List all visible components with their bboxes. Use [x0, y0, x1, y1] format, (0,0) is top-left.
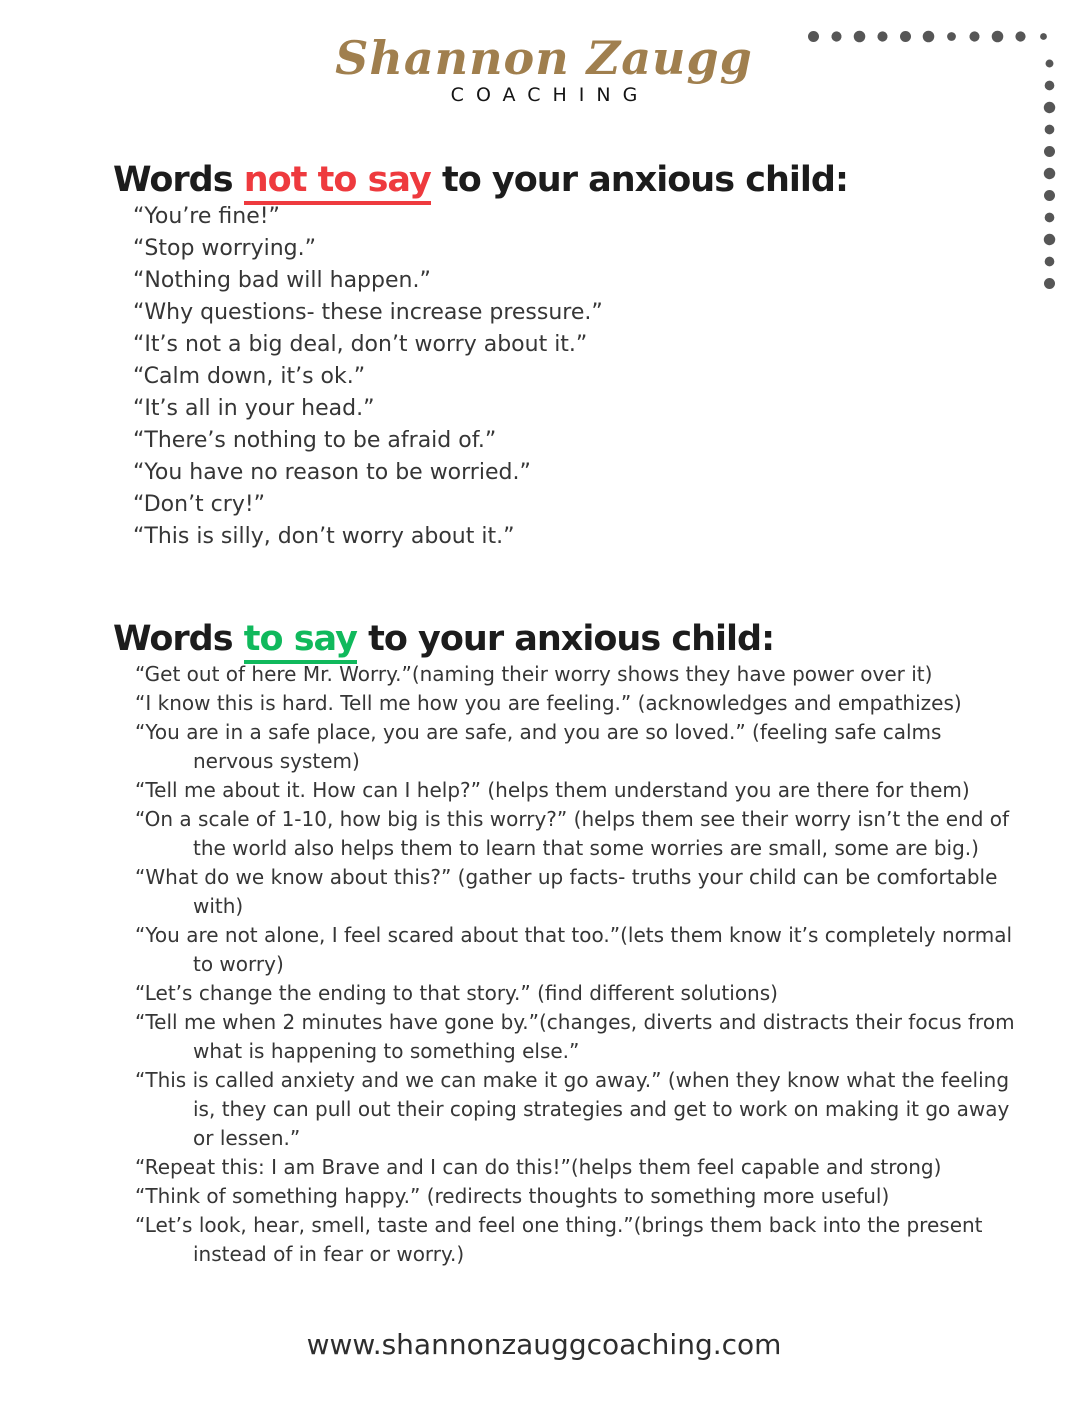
list-item: “I know this is hard. Tell me how you are feeling.” (acknowledges and empathizes)	[135, 691, 962, 715]
heading-prefix: Words	[113, 619, 244, 660]
list-item: “Get out of here Mr. Worry.”(naming their worry shows they have power over it)	[135, 662, 933, 686]
list-item: “What do we know about this?” (gather up facts- truths your child can be comfortable with)	[135, 865, 998, 918]
list-item: “Tell me when 2 minutes have gone by.”(changes, diverts and distracts their focus from what is happening to something else.”	[135, 1010, 1015, 1063]
list-item: “Think of something happy.” (redirects thoughts to something more useful)	[135, 1184, 890, 1208]
list-item: “You’re fine!”	[133, 204, 280, 229]
list-item: “You are not alone, I feel scared about that too.”(lets them know it’s completely normal to worry)	[135, 923, 1013, 976]
list-item: “There’s nothing to be afraid of.”	[133, 428, 497, 453]
heading-highlight-to-say: to say	[244, 619, 357, 664]
brand-subtitle: COACHING	[450, 84, 650, 107]
brand-logo	[0, 31, 1088, 107]
list-item: “Let’s look, hear, smell, taste and feel one thing.”(brings them back into the present instead of in fear or worry.)	[135, 1213, 983, 1266]
list-item: “On a scale of 1-10, how big is this worry?” (helps them see their worry isn’t the end of the world also helps them to learn that some worries are small, some are big.)	[135, 807, 1010, 860]
footer-url: www.shannonzauggcoaching.com	[306, 1328, 782, 1361]
list-item: “You have no reason to be worried.”	[133, 460, 531, 485]
brand-name: Shannon Zaugg	[335, 31, 753, 85]
list-item: “This is silly, don’t worry about it.”	[133, 524, 515, 549]
section-heading-to-say	[113, 619, 774, 659]
list-item: “Repeat this: I am Brave and I can do this!”(helps them feel capable and strong)	[135, 1155, 942, 1179]
list-item: “Don’t cry!”	[133, 492, 266, 517]
heading-prefix: Words	[113, 160, 244, 201]
list-item: “Calm down, it’s ok.”	[133, 364, 366, 389]
list-item: “This is called anxiety and we can make it go away.” (when they know what the feeling is, they can pull out their coping strategies and get to work on making it go away or lessen.”	[135, 1068, 1010, 1150]
heading-suffix: to your anxious child:	[356, 619, 775, 660]
list-item: “It’s all in your head.”	[133, 396, 375, 421]
list-item: “Let’s change the ending to that story.” (find different solutions)	[135, 981, 778, 1005]
heading-highlight-not-to-say: not to say	[244, 160, 431, 205]
list-item: “Stop worrying.”	[133, 236, 316, 261]
list-item: “Nothing bad will happen.”	[133, 268, 431, 293]
list-item: “Tell me about it. How can I help?” (helps them understand you are there for them)	[135, 778, 970, 802]
heading-suffix: to your anxious child:	[430, 160, 848, 201]
list-item: “It’s not a big deal, don’t worry about it.”	[133, 332, 588, 357]
list-item: “You are in a safe place, you are safe, and you are so loved.” (feeling safe calms nervous system)	[135, 720, 942, 773]
not-to-say-list	[133, 201, 603, 553]
section-heading-not-to-say	[113, 160, 848, 200]
to-say-list	[135, 660, 1017, 1269]
list-item: “Why questions- these increase pressure.”	[133, 300, 603, 325]
